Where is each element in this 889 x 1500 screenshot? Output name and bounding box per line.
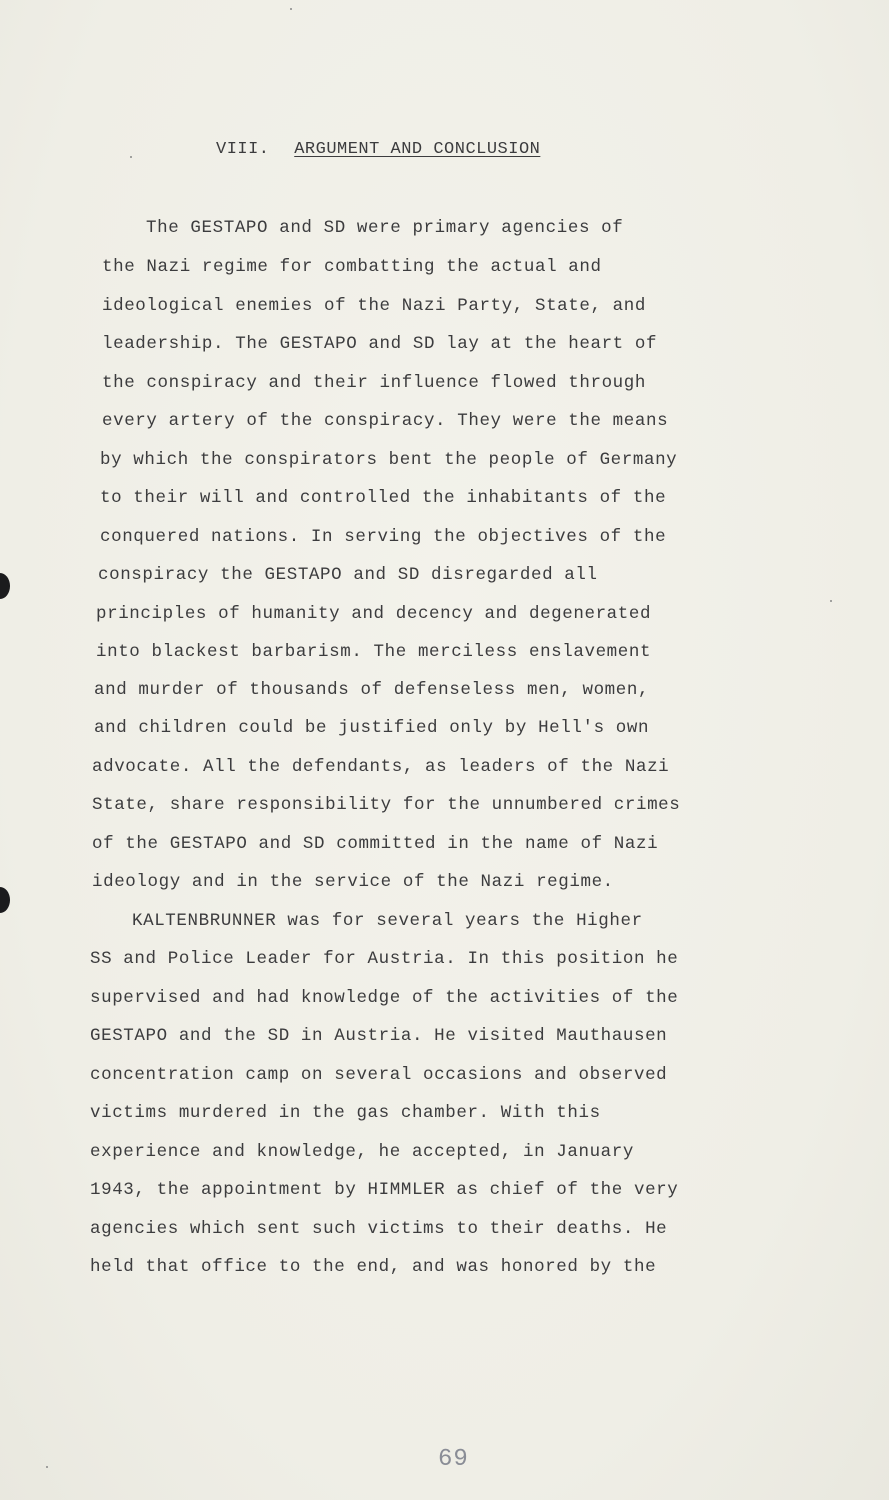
section-title: ARGUMENT AND CONCLUSION: [294, 140, 541, 159]
text-line: experience and knowledge, he accepted, in January: [90, 1142, 634, 1162]
text-line: leadership. The GESTAPO and SD lay at the heart of: [102, 334, 658, 354]
section-number: VIII.: [216, 140, 270, 159]
text-line: ideology and in the service of the Nazi regime.: [92, 872, 614, 892]
text-line: held that office to the end, and was honored by the: [90, 1257, 657, 1277]
section-heading: [216, 140, 540, 159]
text-line: to their will and controlled the inhabitants of the: [100, 488, 667, 508]
text-line: GESTAPO and the SD in Austria. He visited Mauthausen: [90, 1026, 668, 1046]
text-line: 1943, the appointment by HIMMLER as chief of the very: [90, 1180, 679, 1200]
text-line: the conspiracy and their influence flowed through: [102, 373, 646, 393]
text-line: KALTENBRUNNER was for several years the Higher: [132, 911, 643, 931]
text-line: The GESTAPO and SD were primary agencies of: [146, 218, 624, 238]
text-line: principles of humanity and decency and degenerated: [96, 604, 652, 624]
speck: [130, 156, 132, 158]
text-line: State, share responsibility for the unnumbered crimes: [92, 795, 681, 815]
text-line: agencies which sent such victims to their deaths. He: [90, 1219, 668, 1239]
text-line: conquered nations. In serving the objectives of the: [100, 527, 667, 547]
text-line: of the GESTAPO and SD committed in the name of Nazi: [92, 834, 659, 854]
text-line: the Nazi regime for combatting the actual and: [102, 257, 602, 277]
text-line: supervised and had knowledge of the activities of the: [90, 988, 679, 1008]
text-line: into blackest barbarism. The merciless enslavement: [96, 642, 652, 662]
text-line: every artery of the conspiracy. They were the means: [102, 411, 669, 431]
text-line: concentration camp on several occasions and observed: [90, 1065, 668, 1085]
text-line: victims murdered in the gas chamber. With this: [90, 1103, 601, 1123]
speck: [830, 600, 832, 602]
speck: [290, 8, 292, 10]
text-line: advocate. All the defendants, as leaders of the Nazi: [92, 757, 670, 777]
text-line: ideological enemies of the Nazi Party, State, and: [102, 296, 646, 316]
punch-hole: [0, 573, 10, 599]
text-line: and murder of thousands of defenseless men, women,: [94, 680, 650, 700]
text-line: SS and Police Leader for Austria. In this position he: [90, 949, 679, 969]
text-line: and children could be justified only by Hell's own: [94, 718, 650, 738]
text-line: by which the conspirators bent the people of Germany: [100, 450, 678, 470]
text-line: conspiracy the GESTAPO and SD disregarded all: [98, 565, 598, 585]
speck: [46, 1466, 48, 1468]
punch-hole: [0, 887, 10, 913]
page-number: 69: [438, 1446, 469, 1473]
